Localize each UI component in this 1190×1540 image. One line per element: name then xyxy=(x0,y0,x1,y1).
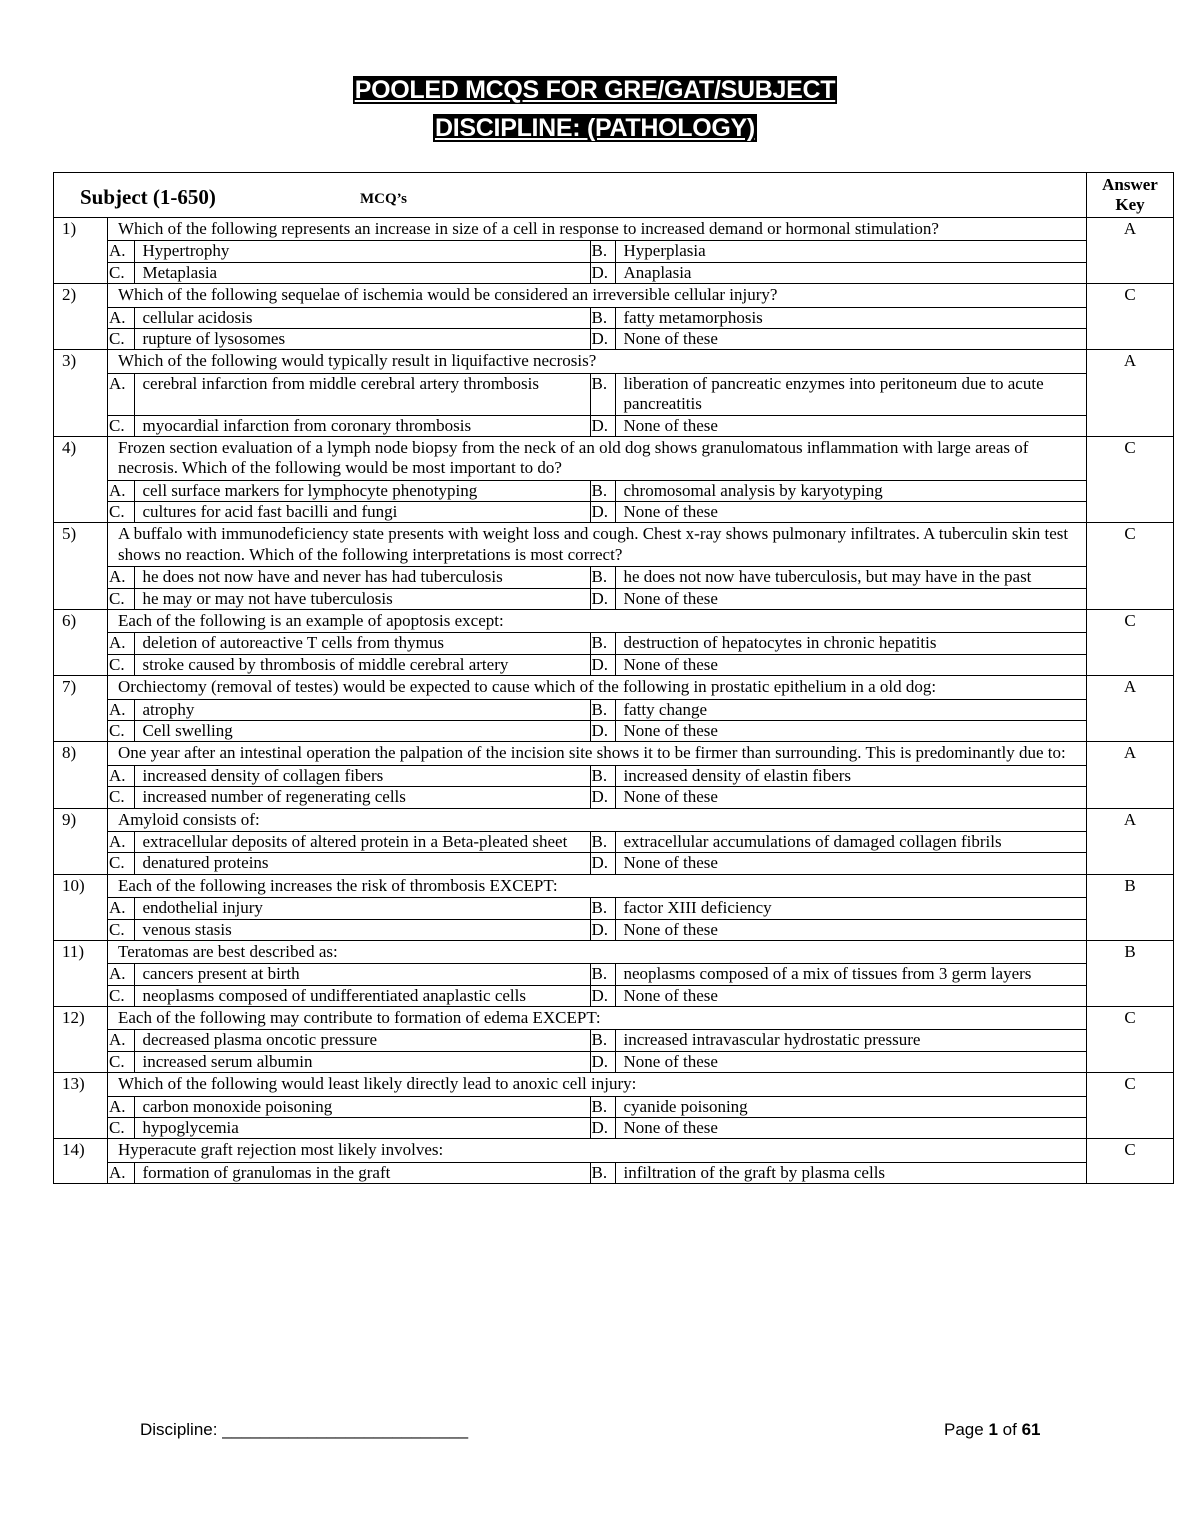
option-c-label: C. xyxy=(108,328,134,349)
question-text: Which of the following represents an increase in size of a cell in response to increased demand or hormonal stimulation? xyxy=(118,219,939,238)
option-b-label: B. xyxy=(590,373,615,415)
option-c-text: rupture of lysosomes xyxy=(134,328,590,349)
options-grid xyxy=(108,1162,1086,1183)
answer-key: A xyxy=(1087,742,1174,808)
option-row-cd xyxy=(108,919,1086,940)
option-row-cd xyxy=(108,588,1086,609)
question-text: Which of the following would typically result in liquifactive necrosis? xyxy=(118,351,597,371)
question-text: Each of the following is an example of apoptosis except: xyxy=(118,611,504,631)
question-number: 8) xyxy=(54,742,108,808)
option-d-label: D. xyxy=(590,1118,615,1139)
option-d-text: None of these xyxy=(615,720,1086,741)
option-c-text: Metaplasia xyxy=(134,262,590,283)
option-row-ab xyxy=(108,480,1086,501)
option-a-label: A. xyxy=(108,699,134,720)
option-b-text: liberation of pancreatic enzymes into peritoneum due to acute pancreatitis xyxy=(615,373,1086,415)
option-c-text: neoplasms composed of undifferentiated anaplastic cells xyxy=(134,985,590,1006)
option-row-ab xyxy=(108,633,1086,654)
question-row xyxy=(54,874,1174,940)
option-a-text: decreased plasma oncotic pressure xyxy=(134,1030,590,1051)
question-row xyxy=(54,284,1174,350)
answer-key: A xyxy=(1087,808,1174,874)
question-row xyxy=(54,1007,1174,1073)
option-d-label: D. xyxy=(590,328,615,349)
option-a-label: A. xyxy=(108,898,134,919)
options-grid xyxy=(108,765,1086,808)
option-a-text: formation of granulomas in the graft xyxy=(134,1162,590,1183)
mcqs-header: MCQ’s xyxy=(360,191,407,207)
question-body xyxy=(108,1139,1087,1184)
options-grid xyxy=(108,1029,1086,1072)
option-b-text: infiltration of the graft by plasma cells xyxy=(615,1162,1086,1183)
of-word: of xyxy=(1002,1420,1017,1439)
question-number: 6) xyxy=(54,610,108,676)
option-c-label: C. xyxy=(108,919,134,940)
option-c-text: Cell swelling xyxy=(134,720,590,741)
option-c-text: stroke caused by thrombosis of middle cerebral artery xyxy=(134,654,590,675)
answer-key: C xyxy=(1087,1139,1174,1184)
option-c-text: hypoglycemia xyxy=(134,1118,590,1139)
option-b-label: B. xyxy=(590,241,615,262)
option-row-cd xyxy=(108,654,1086,675)
option-d-label: D. xyxy=(590,588,615,609)
option-b-label: B. xyxy=(590,307,615,328)
question-body xyxy=(108,1007,1087,1073)
option-a-text: cellular acidosis xyxy=(134,307,590,328)
answer-key: C xyxy=(1087,284,1174,350)
question-number: 4) xyxy=(54,436,108,523)
option-b-label: B. xyxy=(590,567,615,588)
question-row xyxy=(54,1139,1174,1184)
option-d-label: D. xyxy=(590,415,615,436)
question-number: 5) xyxy=(54,523,108,610)
option-d-label: D. xyxy=(590,654,615,675)
option-d-text: None of these xyxy=(615,853,1086,874)
option-c-text: cultures for acid fast bacilli and fungi xyxy=(134,502,590,523)
discipline-blank: __________________________ xyxy=(222,1420,469,1439)
options-grid xyxy=(108,480,1086,523)
answer-key: C xyxy=(1087,523,1174,610)
page-number: 1 xyxy=(988,1420,998,1439)
option-c-label: C. xyxy=(108,415,134,436)
option-d-label: D. xyxy=(590,720,615,741)
question-body xyxy=(108,1073,1087,1139)
option-b-text: increased intravascular hydrostatic pressure xyxy=(615,1030,1086,1051)
question-body xyxy=(108,350,1087,437)
question-row xyxy=(54,610,1174,676)
option-row-ab xyxy=(108,831,1086,852)
question-text: Which of the following would least likely directly lead to anoxic cell injury: xyxy=(118,1074,637,1094)
option-b-label: B. xyxy=(590,480,615,501)
option-d-label: D. xyxy=(590,1051,615,1072)
question-body xyxy=(108,523,1087,610)
option-a-text: atrophy xyxy=(134,699,590,720)
option-row-cd xyxy=(108,1118,1086,1139)
option-b-text: he does not now have tuberculosis, but may have in the past xyxy=(615,567,1086,588)
question-text: A buffalo with immunodeficiency state presents with weight loss and cough. Chest x-ray shows pulmonary infiltrates. A tuberculin skin test shows no reaction. Which of the following interpretations is most correct? xyxy=(118,524,1069,564)
question-body xyxy=(108,808,1087,874)
answer-key-header: Answer Key xyxy=(1087,173,1174,218)
question-text: Orchiectomy (removal of testes) would be expected to cause which of the following in prostatic epithelium in a old dog: xyxy=(118,677,937,697)
option-row-cd xyxy=(108,985,1086,1006)
option-b-label: B. xyxy=(590,1030,615,1051)
option-c-text: increased number of regenerating cells xyxy=(134,787,590,808)
question-number: 12) xyxy=(54,1007,108,1073)
question-row xyxy=(54,218,1174,284)
page-indicator xyxy=(944,1420,1040,1440)
answer-key: C xyxy=(1087,610,1174,676)
document-title-line2: DISCIPLINE: (PATHOLOGY) xyxy=(435,114,755,142)
question-row xyxy=(54,742,1174,808)
option-d-label: D. xyxy=(590,787,615,808)
mcq-table xyxy=(53,172,1174,1184)
option-a-text: he does not now have and never has had tuberculosis xyxy=(134,567,590,588)
options-grid xyxy=(108,831,1086,874)
header-cell xyxy=(54,173,1087,218)
option-d-text: None of these xyxy=(615,588,1086,609)
option-a-label: A. xyxy=(108,1096,134,1117)
answer-key: A xyxy=(1087,676,1174,742)
options-grid xyxy=(108,566,1086,609)
option-b-text: destruction of hepatocytes in chronic hepatitis xyxy=(615,633,1086,654)
option-row-cd xyxy=(108,1051,1086,1072)
option-a-label: A. xyxy=(108,373,134,415)
option-row-ab xyxy=(108,241,1086,262)
option-b-label: B. xyxy=(590,898,615,919)
option-b-label: B. xyxy=(590,633,615,654)
options-grid xyxy=(108,897,1086,940)
question-row xyxy=(54,350,1174,437)
table-header-row xyxy=(54,173,1174,218)
option-a-text: deletion of autoreactive T cells from thymus xyxy=(134,633,590,654)
option-a-text: Hypertrophy xyxy=(134,241,590,262)
answer-key: B xyxy=(1087,874,1174,940)
option-row-cd xyxy=(108,853,1086,874)
option-row-ab xyxy=(108,765,1086,786)
option-a-label: A. xyxy=(108,1030,134,1051)
option-row-ab xyxy=(108,373,1086,415)
option-c-text: he may or may not have tuberculosis xyxy=(134,588,590,609)
subject-header: Subject (1-650) xyxy=(80,185,216,209)
option-d-text: None of these xyxy=(615,787,1086,808)
option-a-label: A. xyxy=(108,241,134,262)
option-a-label: A. xyxy=(108,480,134,501)
option-a-text: cerebral infarction from middle cerebral artery thrombosis xyxy=(134,373,590,415)
answer-key: C xyxy=(1087,436,1174,523)
options-grid xyxy=(108,373,1086,436)
question-row xyxy=(54,1073,1174,1139)
question-body xyxy=(108,940,1087,1006)
option-row-ab xyxy=(108,1030,1086,1051)
question-number: 13) xyxy=(54,1073,108,1139)
question-text: Each of the following increases the risk of thrombosis EXCEPT: xyxy=(118,875,558,895)
option-b-text: factor XIII deficiency xyxy=(615,898,1086,919)
question-row xyxy=(54,523,1174,610)
option-row-cd xyxy=(108,502,1086,523)
option-b-label: B. xyxy=(590,699,615,720)
question-body xyxy=(108,436,1087,523)
question-number: 9) xyxy=(54,808,108,874)
question-body xyxy=(108,676,1087,742)
answer-key: A xyxy=(1087,218,1174,284)
answer-key: A xyxy=(1087,350,1174,437)
option-a-text: extracellular deposits of altered protein in a Beta-pleated sheet xyxy=(134,831,590,852)
question-text: Each of the following may contribute to formation of edema EXCEPT: xyxy=(118,1008,601,1028)
option-d-text: None of these xyxy=(615,654,1086,675)
options-grid xyxy=(108,240,1086,283)
option-d-text: None of these xyxy=(615,328,1086,349)
option-a-label: A. xyxy=(108,964,134,985)
option-b-label: B. xyxy=(590,1162,615,1183)
question-body xyxy=(108,742,1087,808)
option-d-label: D. xyxy=(590,919,615,940)
question-number: 3) xyxy=(54,350,108,437)
option-c-label: C. xyxy=(108,1118,134,1139)
options-grid xyxy=(108,963,1086,1006)
question-text: Teratomas are best described as: xyxy=(118,941,338,961)
option-a-label: A. xyxy=(108,307,134,328)
option-d-text: None of these xyxy=(615,1051,1086,1072)
question-text: Frozen section evaluation of a lymph node biopsy from the neck of an old dog shows granulomatous inflammation with large areas of necrosis. Which of the following would be most important to do? xyxy=(118,437,1029,478)
option-d-text: Anaplasia xyxy=(615,262,1086,283)
option-row-cd xyxy=(108,415,1086,436)
option-a-label: A. xyxy=(108,765,134,786)
option-d-text: None of these xyxy=(615,919,1086,940)
question-number: 1) xyxy=(54,218,108,284)
question-number: 11) xyxy=(54,940,108,1006)
question-row xyxy=(54,808,1174,874)
option-row-ab xyxy=(108,699,1086,720)
option-a-label: A. xyxy=(108,633,134,654)
option-row-ab xyxy=(108,1162,1086,1183)
option-d-label: D. xyxy=(590,985,615,1006)
page-total: 61 xyxy=(1021,1420,1041,1439)
option-c-label: C. xyxy=(108,985,134,1006)
option-c-text: increased serum albumin xyxy=(134,1051,590,1072)
option-c-text: myocardial infarction from coronary thrombosis xyxy=(134,415,590,436)
option-d-text: None of these xyxy=(615,502,1086,523)
options-grid xyxy=(108,699,1086,742)
option-a-text: cancers present at birth xyxy=(134,964,590,985)
options-grid xyxy=(108,632,1086,675)
question-body xyxy=(108,874,1087,940)
question-body xyxy=(108,610,1087,676)
option-row-ab xyxy=(108,307,1086,328)
option-a-label: A. xyxy=(108,831,134,852)
question-number: 2) xyxy=(54,284,108,350)
question-row xyxy=(54,676,1174,742)
option-b-text: fatty metamorphosis xyxy=(615,307,1086,328)
option-d-text: None of these xyxy=(615,415,1086,436)
option-row-cd xyxy=(108,720,1086,741)
option-d-text: None of these xyxy=(615,1118,1086,1139)
option-row-cd xyxy=(108,328,1086,349)
option-row-ab xyxy=(108,1096,1086,1117)
document-title-line1: POOLED MCQS FOR GRE/GAT/SUBJECT xyxy=(354,76,836,104)
option-b-text: chromosomal analysis by karyotyping xyxy=(615,480,1086,501)
option-d-label: D. xyxy=(590,502,615,523)
option-d-label: D. xyxy=(590,853,615,874)
option-a-text: cell surface markers for lymphocyte phenotyping xyxy=(134,480,590,501)
discipline-label: Discipline: xyxy=(140,1420,218,1439)
option-d-label: D. xyxy=(590,262,615,283)
option-b-label: B. xyxy=(590,1096,615,1117)
option-a-label: A. xyxy=(108,1162,134,1183)
option-b-text: fatty change xyxy=(615,699,1086,720)
option-b-label: B. xyxy=(590,831,615,852)
option-row-cd xyxy=(108,787,1086,808)
option-c-label: C. xyxy=(108,720,134,741)
question-number: 14) xyxy=(54,1139,108,1184)
option-row-ab xyxy=(108,567,1086,588)
option-b-text: Hyperplasia xyxy=(615,241,1086,262)
question-text: Which of the following sequelae of ischemia would be considered an irreversible cellular injury? xyxy=(118,285,778,305)
option-c-text: venous stasis xyxy=(134,919,590,940)
option-c-label: C. xyxy=(108,654,134,675)
option-row-cd xyxy=(108,262,1086,283)
option-c-label: C. xyxy=(108,787,134,808)
option-c-label: C. xyxy=(108,853,134,874)
answer-key: B xyxy=(1087,940,1174,1006)
option-c-label: C. xyxy=(108,502,134,523)
question-body xyxy=(108,218,1087,284)
option-b-label: B. xyxy=(590,964,615,985)
answer-key: C xyxy=(1087,1007,1174,1073)
option-b-text: increased density of elastin fibers xyxy=(615,765,1086,786)
option-c-text: denatured proteins xyxy=(134,853,590,874)
option-c-label: C. xyxy=(108,588,134,609)
option-b-label: B. xyxy=(590,765,615,786)
option-row-ab xyxy=(108,898,1086,919)
option-a-text: carbon monoxide poisoning xyxy=(134,1096,590,1117)
option-d-text: None of these xyxy=(615,985,1086,1006)
option-a-label: A. xyxy=(108,567,134,588)
options-grid xyxy=(108,1096,1086,1139)
option-b-text: extracellular accumulations of damaged collagen fibrils xyxy=(615,831,1086,852)
question-number: 10) xyxy=(54,874,108,940)
option-c-label: C. xyxy=(108,262,134,283)
footer-discipline xyxy=(140,1420,468,1440)
option-a-text: endothelial injury xyxy=(134,898,590,919)
question-number: 7) xyxy=(54,676,108,742)
option-row-ab xyxy=(108,964,1086,985)
question-text: Amyloid consists of: xyxy=(118,809,260,829)
answer-key: C xyxy=(1087,1073,1174,1139)
question-row xyxy=(54,436,1174,523)
question-row xyxy=(54,940,1174,1006)
option-b-text: cyanide poisoning xyxy=(615,1096,1086,1117)
question-body xyxy=(108,284,1087,350)
question-text: One year after an intestinal operation the palpation of the incision site shows it to be firmer than surrounding. This is predominantly due to: xyxy=(118,743,1066,763)
options-grid xyxy=(108,307,1086,350)
question-text: Hyperacute graft rejection most likely involves: xyxy=(118,1140,444,1160)
option-c-label: C. xyxy=(108,1051,134,1072)
option-b-text: neoplasms composed of a mix of tissues from 3 germ layers xyxy=(615,964,1086,985)
page-word: Page xyxy=(944,1420,984,1439)
option-a-text: increased density of collagen fibers xyxy=(134,765,590,786)
